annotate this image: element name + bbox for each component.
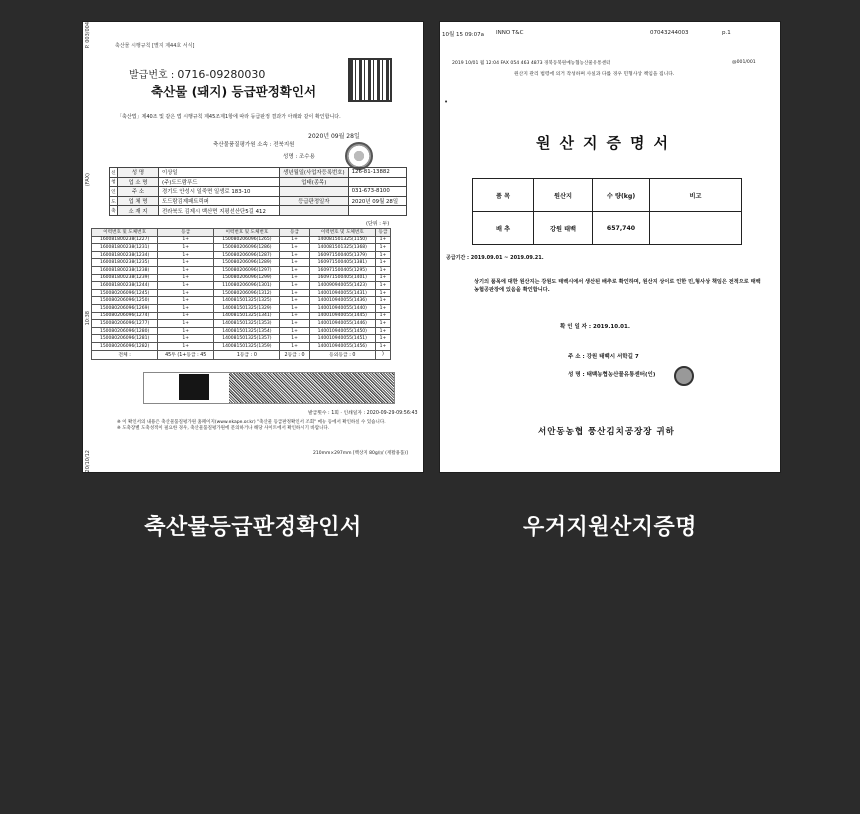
grade-cell: 140010940055(1445) bbox=[309, 312, 375, 320]
origin-header: 비고 bbox=[650, 179, 742, 212]
info-label bbox=[280, 187, 349, 197]
origin-data-row bbox=[473, 212, 742, 245]
grade-cell: 1+ bbox=[375, 282, 390, 290]
grade-header-row bbox=[92, 229, 391, 237]
grade-cell: 160081800238(1231) bbox=[92, 244, 158, 252]
grade-cell: 150080206096(1287) bbox=[214, 251, 280, 259]
grade-cell: 1+ bbox=[158, 304, 214, 312]
grade-cell: 1+ bbox=[158, 236, 214, 244]
fax-page-count: @001/001 bbox=[732, 60, 756, 65]
fax-line: 2019 10/01 월 12:04 FAX 054 463 4873 경북동북원예농협농산물유통센터 bbox=[452, 61, 611, 66]
grade-cell: 140081501325(1357) bbox=[214, 335, 280, 343]
grade-cell: 1+ bbox=[280, 274, 309, 282]
footnotes bbox=[117, 420, 397, 432]
grade-cell: 140081501325(1341) bbox=[214, 312, 280, 320]
applicant-info-table bbox=[109, 167, 407, 216]
carcass-grade-table bbox=[91, 228, 391, 360]
footnote: ※ 이 확인서의 내용은 축산물품질평가원 홈페이지(www.ekape.or.kr) "축산물 등급판정확인서 조회" 메뉴 등에서 확인하실 수 있습니다. bbox=[117, 420, 386, 425]
grade-cell: 150080206096(1282) bbox=[92, 342, 158, 350]
grade-cell: 1+ bbox=[158, 312, 214, 320]
grade-cell: 150080206096(1277) bbox=[92, 320, 158, 328]
grade-cell: 1+ bbox=[280, 342, 309, 350]
grade-cell: 1+ bbox=[158, 282, 214, 290]
redaction-block bbox=[179, 374, 209, 400]
official-stamp-icon bbox=[345, 142, 373, 170]
serial-label: 발급번호 : bbox=[129, 70, 175, 81]
grade-cell: 150080206096(1280) bbox=[92, 327, 158, 335]
grade-cell: 1+ bbox=[280, 312, 309, 320]
info-label: 업태(종목) bbox=[280, 177, 349, 187]
grade-cell: 160081800238(1235) bbox=[92, 259, 158, 267]
info-value: 경기도 안성시 일죽면 일생로 183-10 bbox=[159, 187, 280, 197]
certificate-title: 축산물 (돼지) 등급판정확인서 bbox=[151, 84, 317, 99]
fax-page: p.1 bbox=[722, 30, 731, 36]
grade-cell: 1+ bbox=[375, 244, 390, 252]
table-row bbox=[92, 259, 391, 267]
grade-total-cell: 등외등급 : 0 bbox=[309, 350, 375, 359]
pork-grade-certificate-image bbox=[83, 22, 423, 472]
origin-certificate-image bbox=[440, 22, 780, 472]
grade-cell: 150080206096(1274) bbox=[92, 312, 158, 320]
issue-date: 2020년 09월 28일 bbox=[308, 133, 360, 140]
grade-cell: 1+ bbox=[158, 297, 214, 305]
origin-header-row bbox=[473, 179, 742, 212]
info-label: 등급판정일자 bbox=[280, 196, 349, 206]
grade-cell: 1+ bbox=[375, 266, 390, 274]
table-row bbox=[92, 327, 391, 335]
grade-header-cell: 등급 bbox=[280, 229, 309, 237]
grade-cell: 1+ bbox=[158, 266, 214, 274]
fax-page-text: P. 003/004 bbox=[85, 22, 91, 49]
grade-cell: 140090940055(1423) bbox=[309, 282, 375, 290]
origin-cell: 강원 태백 bbox=[534, 212, 593, 245]
grade-cell: 150080206096(1281) bbox=[92, 335, 158, 343]
grade-cell: 150080206096(1286) bbox=[214, 244, 280, 252]
info-value bbox=[348, 177, 406, 187]
grade-cell: 1+ bbox=[375, 312, 390, 320]
supply-period: 공급기간 : 2019.09.01 ~ 2019.09.21. bbox=[446, 255, 544, 261]
info-value: 전라북도 김제시 백산면 지평선산단5길 412 bbox=[159, 206, 280, 216]
grade-cell: 140081501325(1325) bbox=[214, 297, 280, 305]
table-row bbox=[92, 251, 391, 259]
grade-cell: 140081501325(1353) bbox=[214, 320, 280, 328]
table-row bbox=[92, 335, 391, 343]
serial-value: 0716-09280030 bbox=[177, 68, 266, 81]
info-value: 이상일 bbox=[159, 168, 280, 178]
grade-cell: 150080206096(1265) bbox=[214, 236, 280, 244]
punch-mark-icon: • bbox=[444, 98, 449, 106]
fax-time: 10월 15 09:07a bbox=[442, 32, 485, 38]
info-value: (주)도드람푸드 bbox=[159, 177, 280, 187]
grade-cell: 1+ bbox=[375, 289, 390, 297]
certificate-intro: 「축산법」제40조 및 같은 법 시행규칙 제45조제1항에 따라 등급판정 결과가 아래와 같이 확인합니다. bbox=[117, 114, 341, 120]
form-note: 축산물 시행규칙 [별지 제44호 서식] bbox=[115, 43, 195, 49]
info-label: 소 재 지 bbox=[118, 206, 159, 216]
origin-title: 원산지증명서 bbox=[536, 134, 677, 152]
grade-cell: 1+ bbox=[280, 244, 309, 252]
origin-statement: 상기의 품목에 대한 원산지는 강원도 태백시에서 생산된 배추로 확인하며, 원산지 상이로 인한 민,형사상 책임은 전적으로 태백농협공판장에 있음을 확인합니다. bbox=[474, 279, 761, 294]
issuer-name: 성 명 : 태백농협농산물유통센터(인) bbox=[568, 372, 656, 378]
confirm-date: 확 인 일 자 : 2019.10.01. bbox=[560, 324, 630, 330]
grade-cell: 160081800238(1234) bbox=[92, 251, 158, 259]
info-row bbox=[110, 168, 407, 178]
table-row bbox=[92, 282, 391, 290]
grade-cell: 140010940055(1431) bbox=[309, 289, 375, 297]
qr-code-icon bbox=[348, 58, 392, 102]
grade-header-cell: 이력번호 및 도체번호 bbox=[214, 229, 280, 237]
grade-total-cell: 2등급 : 0 bbox=[280, 350, 309, 359]
grade-cell: 150080206096(1299) bbox=[214, 274, 280, 282]
grade-cell: 150080206096(1297) bbox=[214, 266, 280, 274]
grade-cell: 140010940055(1446) bbox=[309, 320, 375, 328]
origin-header: 원산지 bbox=[534, 179, 593, 212]
info-label: 성 명 bbox=[118, 168, 159, 178]
table-row bbox=[92, 304, 391, 312]
grade-cell: 150080206096(1250) bbox=[92, 297, 158, 305]
paper-spec: 210mm×297mm [백상지 80g/㎡ (재활용품)] bbox=[313, 451, 408, 456]
origin-header: 품 목 bbox=[473, 179, 534, 212]
grade-cell: 1+ bbox=[375, 297, 390, 305]
origin-header: 수 량(kg) bbox=[593, 179, 650, 212]
grade-cell: 1+ bbox=[280, 259, 309, 267]
grade-cell: 160971500405(1381) bbox=[309, 259, 375, 267]
grade-cell: 140010940055(1436) bbox=[309, 297, 375, 305]
grade-cell: 1+ bbox=[158, 251, 214, 259]
grade-cell: 1+ bbox=[375, 342, 390, 350]
grade-cell: 1+ bbox=[280, 266, 309, 274]
grade-cell: 1+ bbox=[375, 327, 390, 335]
grade-cell: 150080206096(1245) bbox=[92, 289, 158, 297]
grade-cell: 140081501325(1329) bbox=[214, 304, 280, 312]
grade-cell: 160081800238(1239) bbox=[92, 274, 158, 282]
fax-label-text: (FAX) bbox=[85, 172, 91, 186]
right-caption: 우거지원산지증명 bbox=[522, 515, 698, 540]
issuer-address: 주 소 : 강원 태백시 서학길 7 bbox=[568, 354, 639, 360]
grade-cell: 140010940055(1456) bbox=[309, 342, 375, 350]
info-label: 주 소 bbox=[118, 187, 159, 197]
grade-cell: 150080206096(1269) bbox=[92, 304, 158, 312]
grade-header-cell: 등급 bbox=[158, 229, 214, 237]
grade-cell: 1+ bbox=[280, 289, 309, 297]
grade-cell: 1+ bbox=[375, 274, 390, 282]
issuer-line: 축산물품질평가원 소속 : 전북지원 bbox=[213, 142, 295, 148]
grade-cell: 1+ bbox=[158, 289, 214, 297]
grade-cell: 1+ bbox=[280, 327, 309, 335]
grade-cell: 150080206096(1312) bbox=[214, 289, 280, 297]
table-row bbox=[92, 320, 391, 328]
grade-total-cell: 45두 (1+등급 : 45 bbox=[158, 350, 214, 359]
info-label: 생년월일(사업자등록번호) bbox=[280, 168, 349, 178]
info-value: 도드람김제패트릭퍼 bbox=[159, 196, 280, 206]
grade-cell: 1+ bbox=[280, 335, 309, 343]
serial-number bbox=[129, 66, 265, 81]
grade-cell: 1+ bbox=[375, 236, 390, 244]
origin-table bbox=[472, 178, 742, 245]
origin-cell: 657,740 bbox=[593, 212, 650, 245]
table-row bbox=[92, 312, 391, 320]
info-value: 031-673-8100 bbox=[348, 187, 406, 197]
grade-cell: 160971500405(1295) bbox=[309, 266, 375, 274]
seal-icon bbox=[674, 366, 694, 386]
grade-header-cell: 이력번호 및 도체번호 bbox=[92, 229, 158, 237]
info-value: 2020년 09월 28일 bbox=[348, 196, 406, 206]
grade-cell: 1+ bbox=[375, 335, 390, 343]
unit-label: (단위 : 두) bbox=[366, 221, 390, 227]
grade-cell: 140081501325(1354) bbox=[214, 327, 280, 335]
info-side: 인 bbox=[110, 187, 118, 197]
grade-cell: 1+ bbox=[375, 251, 390, 259]
grade-cell: 1+ bbox=[375, 304, 390, 312]
grade-cell: 150080206096(1289) bbox=[214, 259, 280, 267]
grade-cell: 140010940055(1451) bbox=[309, 335, 375, 343]
grade-cell: 1+ bbox=[158, 259, 214, 267]
grade-cell: 1+ bbox=[280, 320, 309, 328]
info-value: 126-81-13882 bbox=[348, 168, 406, 178]
grade-total-cell: 전체 : bbox=[92, 350, 158, 359]
fax-time-text: 10:38 bbox=[85, 310, 91, 325]
grade-cell: 160081800238(1238) bbox=[92, 266, 158, 274]
info-row bbox=[110, 187, 407, 197]
info-value bbox=[348, 206, 406, 216]
grade-cell: 1+ bbox=[280, 297, 309, 305]
grade-cell: 1+ bbox=[375, 259, 390, 267]
grade-cell: 1+ bbox=[158, 274, 214, 282]
addressee: 서안동농협 풍산김치공장장 귀하 bbox=[538, 427, 675, 437]
table-row bbox=[92, 297, 391, 305]
grade-cell: 1+ bbox=[280, 236, 309, 244]
fax-number: 07043244003 bbox=[650, 30, 689, 36]
table-row bbox=[92, 342, 391, 350]
grade-cell: 160971500405(1401) bbox=[309, 274, 375, 282]
origin-cell bbox=[650, 212, 742, 245]
info-label: 업 소 명 bbox=[118, 177, 159, 187]
info-label bbox=[280, 206, 349, 216]
fax-sender: INNO T&C bbox=[496, 30, 524, 36]
grade-cell: 160081800238(1244) bbox=[92, 282, 158, 290]
left-caption: 축산물등급판정확인서 bbox=[144, 515, 362, 540]
grade-cell: 140010940055(1450) bbox=[309, 327, 375, 335]
issuer-name: 성명 : 조수용 bbox=[283, 154, 315, 160]
print-info: 발급횟수 : 1회 · 인쇄일자 : 2020-09-29·09:56:43 bbox=[308, 411, 418, 416]
info-row bbox=[110, 177, 407, 187]
origin-cell: 배 추 bbox=[473, 212, 534, 245]
info-side: 축 bbox=[110, 206, 118, 216]
grade-total-cell: ) bbox=[375, 350, 390, 359]
grade-cell: 140010940055(1440) bbox=[309, 304, 375, 312]
info-side: 신 bbox=[110, 168, 118, 178]
grade-header-cell: 등급 bbox=[375, 229, 390, 237]
grade-cell: 1+ bbox=[158, 244, 214, 252]
grade-cell: 1+ bbox=[158, 327, 214, 335]
grade-cell: 160081800238(1227) bbox=[92, 236, 158, 244]
table-row bbox=[92, 274, 391, 282]
grade-cell: 1+ bbox=[158, 335, 214, 343]
grade-cell: 1+ bbox=[158, 320, 214, 328]
grade-cell: 1+ bbox=[375, 320, 390, 328]
info-side: 도 bbox=[110, 196, 118, 206]
grade-cell: 140081501325(1150) bbox=[309, 236, 375, 244]
grade-header-cell: 이력번호 및 도체번호 bbox=[309, 229, 375, 237]
info-row bbox=[110, 206, 407, 216]
origin-note: 원산지 관리 법령에 의거 작성하며 사실과 다를 경우 민형사상 책임을 집니다. bbox=[514, 72, 675, 77]
grade-cell: 140081501325(1359) bbox=[214, 342, 280, 350]
grade-cell: 1+ bbox=[280, 304, 309, 312]
footnote: ※ 도축장별 도축성적이 필요한 경우, 축산물품질평가원에 문의하거나 해당 사이트에서 확인하시기 바랍니다. bbox=[117, 425, 330, 431]
grade-cell: 110080206096(1301) bbox=[214, 282, 280, 290]
grade-cell: 140081501325(1368) bbox=[309, 244, 375, 252]
info-label: 업 체 명 bbox=[118, 196, 159, 206]
grade-cell: 1+ bbox=[158, 342, 214, 350]
grade-cell: 160971500405(1379) bbox=[309, 251, 375, 259]
fax-date-text: 20/10/12 bbox=[85, 449, 91, 472]
info-row bbox=[110, 196, 407, 206]
grade-cell: 1+ bbox=[280, 282, 309, 290]
grade-total-row bbox=[92, 350, 391, 359]
table-row bbox=[92, 289, 391, 297]
table-row bbox=[92, 236, 391, 244]
table-row bbox=[92, 244, 391, 252]
table-row bbox=[92, 266, 391, 274]
info-side: 청 bbox=[110, 177, 118, 187]
grade-cell: 1+ bbox=[280, 251, 309, 259]
grade-total-cell: 1등급 : 0 bbox=[214, 350, 280, 359]
